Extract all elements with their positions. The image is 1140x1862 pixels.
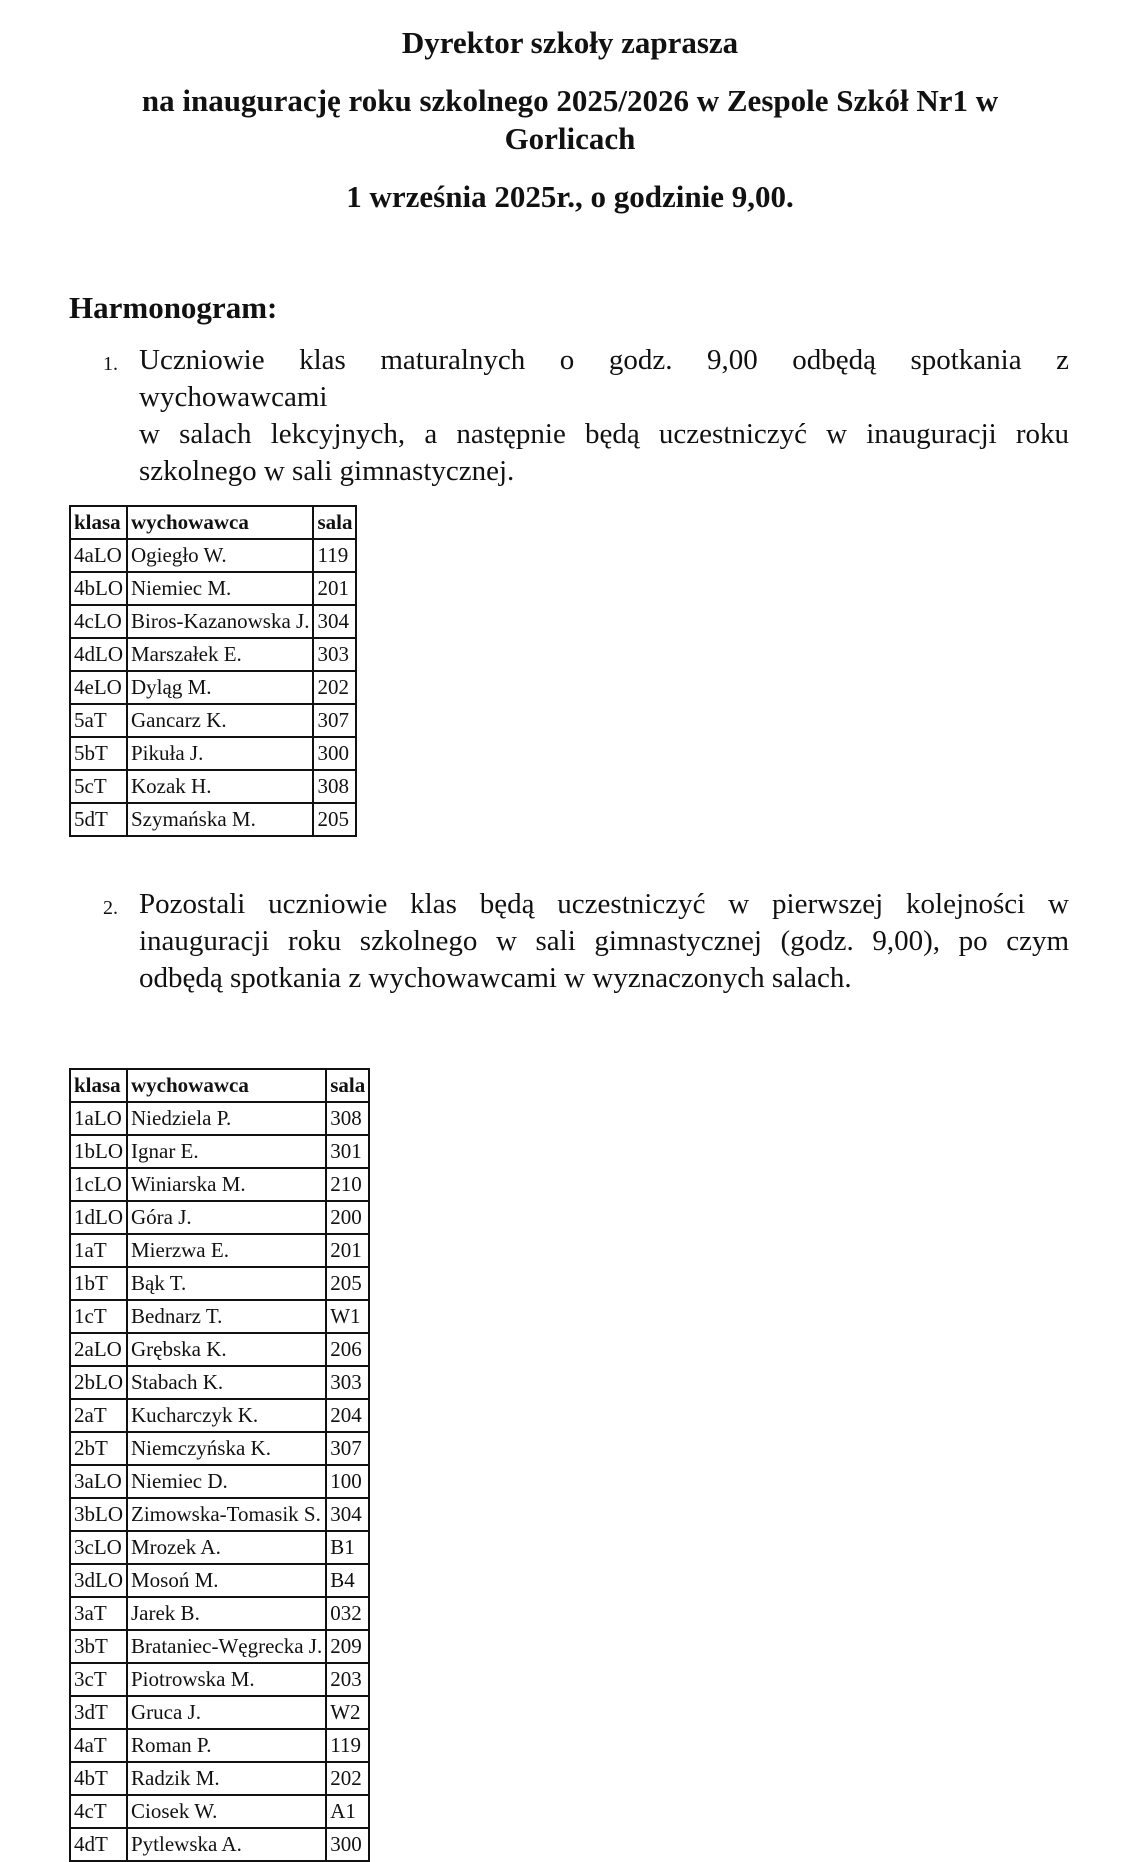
cell-sala: 201 [313,572,356,605]
cell-sala: 307 [313,704,356,737]
cell-wychowawca: Grębska K. [127,1333,326,1366]
cell-sala: 300 [313,737,356,770]
cell-sala: W2 [326,1696,369,1729]
cell-sala: 203 [326,1663,369,1696]
cell-klasa: 1cT [70,1300,127,1333]
item-number: 2. [103,897,118,919]
cell-klasa: 1aT [70,1234,127,1267]
item-line: odbędą spotkania z wychowawcami w wyznaczonych salach. [139,962,852,994]
invitation-date: 1 września 2025r., o godzinie 9,00. [346,179,794,214]
cell-klasa: 5cT [70,770,127,803]
item-line: Uczniowie klas maturalnych o godz. 9,00 odbędą spotkania z [139,344,1069,376]
cell-klasa: 3dLO [70,1564,127,1597]
table-row [70,1498,369,1531]
table-row [70,704,356,737]
cell-wychowawca: Mrozek A. [127,1531,326,1564]
cell-wychowawca: Stabach K. [127,1366,326,1399]
cell-wychowawca: Roman P. [127,1729,326,1762]
cell-klasa: 4aT [70,1729,127,1762]
cell-sala: 303 [326,1366,369,1399]
cell-sala: B4 [326,1564,369,1597]
column-header: klasa [70,1069,127,1102]
cell-klasa: 1bT [70,1267,127,1300]
cell-klasa: 1bLO [70,1135,127,1168]
table-row [70,605,356,638]
cell-sala: 119 [313,539,356,572]
cell-sala: 202 [326,1762,369,1795]
cell-sala: 205 [326,1267,369,1300]
table-row [70,1630,369,1663]
cell-klasa: 3bT [70,1630,127,1663]
cell-wychowawca: Niemczyńska K. [127,1432,326,1465]
cell-wychowawca: Niedziela P. [127,1102,326,1135]
cell-klasa: 5bT [70,737,127,770]
cell-sala: 202 [313,671,356,704]
table-row [70,1135,369,1168]
column-header: wychowawca [127,1069,326,1102]
harmonogram-heading: Harmonogram: [69,290,278,325]
cell-klasa: 4aLO [70,539,127,572]
cell-klasa: 2bLO [70,1366,127,1399]
item-line: inauguracji roku szkolnego w sali gimnastycznej (godz. 9,00), po czym [139,925,1069,957]
table-row [70,803,356,836]
table-row [70,1432,369,1465]
table-row [70,1597,369,1630]
cell-wychowawca: Gancarz K. [127,704,313,737]
item-line: Pozostali uczniowie klas będą uczestniczyć w pierwszej kolejności w [139,888,1069,920]
cell-sala: 204 [326,1399,369,1432]
cell-wychowawca: Góra J. [127,1201,326,1234]
cell-sala: 100 [326,1465,369,1498]
table-row [70,1267,369,1300]
table-row [70,1828,369,1861]
cell-sala: B1 [326,1531,369,1564]
item-number: 1. [103,353,118,375]
table-row [70,1564,369,1597]
invitation-subtitle [0,82,1140,158]
cell-wychowawca: Ogiegło W. [127,539,313,572]
table-row [70,1234,369,1267]
table-row [70,1663,369,1696]
cell-klasa: 4bLO [70,572,127,605]
table-row [70,1201,369,1234]
cell-wychowawca: Mosoń M. [127,1564,326,1597]
cell-sala: 304 [326,1498,369,1531]
cell-klasa: 3dT [70,1696,127,1729]
cell-sala: 308 [313,770,356,803]
cell-sala: 201 [326,1234,369,1267]
cell-sala: 300 [326,1828,369,1861]
schedule-item-1 [103,342,1069,490]
cell-klasa: 4dLO [70,638,127,671]
cell-wychowawca: Brataniec-Węgrecka J. [127,1630,326,1663]
cell-wychowawca: Ignar E. [127,1135,326,1168]
cell-wychowawca: Zimowska-Tomasik S. [127,1498,326,1531]
cell-sala: 301 [326,1135,369,1168]
cell-wychowawca: Mierzwa E. [127,1234,326,1267]
cell-klasa: 3bLO [70,1498,127,1531]
cell-wychowawca: Bednarz T. [127,1300,326,1333]
cell-sala: W1 [326,1300,369,1333]
cell-sala: 210 [326,1168,369,1201]
cell-sala: 308 [326,1102,369,1135]
cell-sala: 200 [326,1201,369,1234]
cell-sala: 206 [326,1333,369,1366]
cell-sala: 119 [326,1729,369,1762]
cell-klasa: 2aT [70,1399,127,1432]
cell-wychowawca: Piotrowska M. [127,1663,326,1696]
cell-wychowawca: Bąk T. [127,1267,326,1300]
cell-klasa: 1cLO [70,1168,127,1201]
item-line: w salach lekcyjnych, a następnie będą uczestniczyć w inauguracji roku [139,418,1069,450]
cell-wychowawca: Biros-Kazanowska J. [127,605,313,638]
column-header: klasa [70,506,127,539]
column-header: sala [313,506,356,539]
cell-klasa: 4cT [70,1795,127,1828]
cell-wychowawca: Pikuła J. [127,737,313,770]
cell-klasa: 2aLO [70,1333,127,1366]
table-row [70,539,356,572]
cell-klasa: 3aLO [70,1465,127,1498]
table-row [70,1168,369,1201]
cell-wychowawca: Jarek B. [127,1597,326,1630]
invitation-title: Dyrektor szkoły zaprasza [401,25,739,60]
item-line: wychowawcami [139,381,328,413]
cell-wychowawca: Kozak H. [127,770,313,803]
schedule-item-2 [103,886,1069,997]
cell-sala: 032 [326,1597,369,1630]
table-row [70,638,356,671]
cell-wychowawca: Dyląg M. [127,671,313,704]
cell-klasa: 5aT [70,704,127,737]
table-row [70,1366,369,1399]
table-row [70,1696,369,1729]
table-row [70,1465,369,1498]
cell-wychowawca: Pytlewska A. [127,1828,326,1861]
table-row [70,1102,369,1135]
cell-klasa: 2bT [70,1432,127,1465]
table-row [70,770,356,803]
cell-sala: 304 [313,605,356,638]
cell-wychowawca: Winiarska M. [127,1168,326,1201]
table-row [70,1300,369,1333]
cell-klasa: 1dLO [70,1201,127,1234]
table-row [70,1762,369,1795]
cell-sala: 205 [313,803,356,836]
cell-sala: A1 [326,1795,369,1828]
invitation-subtitle-line2: Gorlicach [504,121,636,156]
cell-wychowawca: Szymańska M. [127,803,313,836]
table-row [70,737,356,770]
table-header-row [70,506,356,539]
cell-sala: 307 [326,1432,369,1465]
cell-klasa: 1aLO [70,1102,127,1135]
cell-klasa: 4dT [70,1828,127,1861]
table-row [70,1729,369,1762]
invitation-subtitle-line1: na inaugurację roku szkolnego 2025/2026 w Zespole Szkół Nr1 w [141,83,999,118]
cell-klasa: 3cT [70,1663,127,1696]
table-row [70,572,356,605]
cell-sala: 303 [313,638,356,671]
cell-klasa: 4bT [70,1762,127,1795]
cell-wychowawca: Ciosek W. [127,1795,326,1828]
cell-klasa: 5dT [70,803,127,836]
table-row [70,1795,369,1828]
cell-wychowawca: Kucharczyk K. [127,1399,326,1432]
other-classes-table [69,1068,370,1862]
cell-klasa: 3cLO [70,1531,127,1564]
cell-wychowawca: Niemiec D. [127,1465,326,1498]
column-header: sala [326,1069,369,1102]
item-line: szkolnego w sali gimnastycznej. [139,455,515,487]
table-row [70,1333,369,1366]
cell-klasa: 3aT [70,1597,127,1630]
cell-klasa: 4cLO [70,605,127,638]
cell-wychowawca: Radzik M. [127,1762,326,1795]
cell-wychowawca: Marszałek E. [127,638,313,671]
table-row [70,1531,369,1564]
cell-sala: 209 [326,1630,369,1663]
table-header-row [70,1069,369,1102]
cell-klasa: 4eLO [70,671,127,704]
cell-wychowawca: Gruca J. [127,1696,326,1729]
graduating-classes-table [69,505,357,837]
cell-wychowawca: Niemiec M. [127,572,313,605]
table-row [70,671,356,704]
column-header: wychowawca [127,506,313,539]
table-row [70,1399,369,1432]
